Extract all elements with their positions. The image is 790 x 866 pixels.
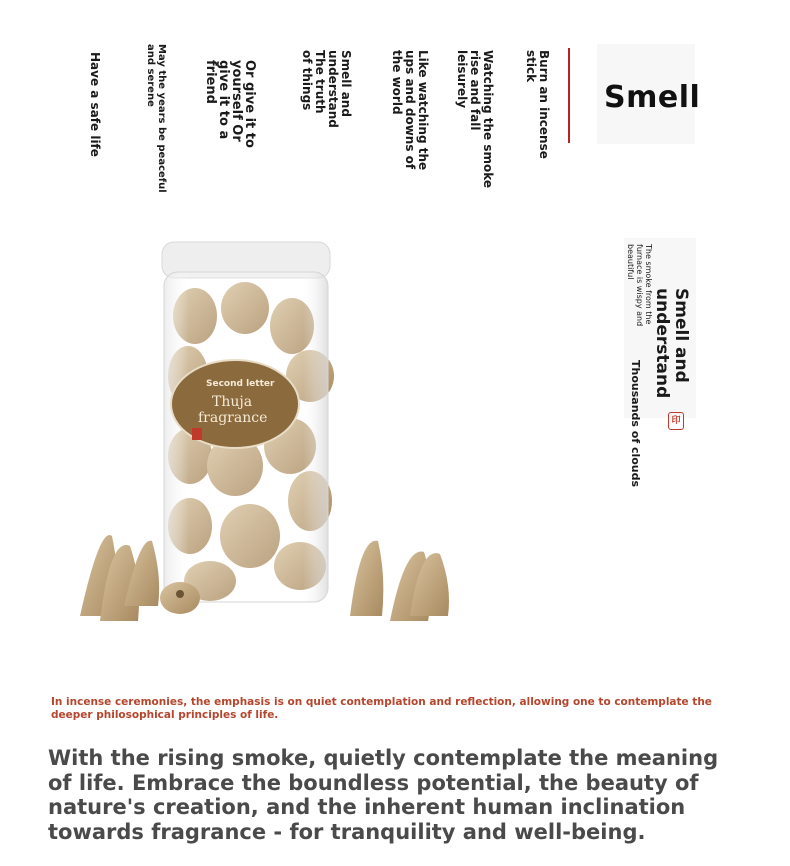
- ceremony-note: In incense ceremonies, the emphasis is on quiet contemplation and reflection, allowing one to contemplate the deeper philosophical principles of life.: [51, 696, 712, 721]
- red-divider: [568, 48, 570, 143]
- page-title: Smell: [604, 80, 701, 115]
- incense-jar-illustration: [60, 236, 470, 636]
- main-statement: With the rising smoke, quietly contemplate the meaning of life. Embrace the boundless potential, the beauty of nature's creation, and the inherent human inclination towards fragrance - for tranquility and well-being.: [48, 746, 719, 844]
- label-name-line2: fragrance: [198, 410, 268, 426]
- product-image: [60, 236, 470, 636]
- phrase-years-peaceful: May the years be peaceful and serene: [145, 44, 167, 193]
- label-small-text: Second letter: [206, 379, 275, 389]
- side-heading: Smell and understand: [652, 288, 691, 399]
- phrase-ups-and-downs: Like watching the ups and downs of the world: [390, 50, 430, 171]
- red-seal-stamp: 印: [668, 412, 684, 430]
- phrase-burn-incense: Burn an incense stick: [524, 50, 551, 159]
- side-line-clouds: Thousands of clouds: [629, 360, 642, 488]
- label-seal: [192, 428, 202, 440]
- phrase-watching-smoke: Watching the smoke rise and fall leisurely: [455, 50, 495, 189]
- label-name-line1: Thuja: [212, 394, 253, 410]
- side-line-smoke: The smoke from the furnace is wispy and beautiful: [626, 244, 653, 327]
- phrase-safe-life: Have a safe life: [88, 52, 102, 157]
- phrase-give-it: Or give it to yourself Or give it to a friend: [203, 60, 257, 148]
- phrase-smell-understand: Smell and understand The truth of things: [300, 50, 353, 128]
